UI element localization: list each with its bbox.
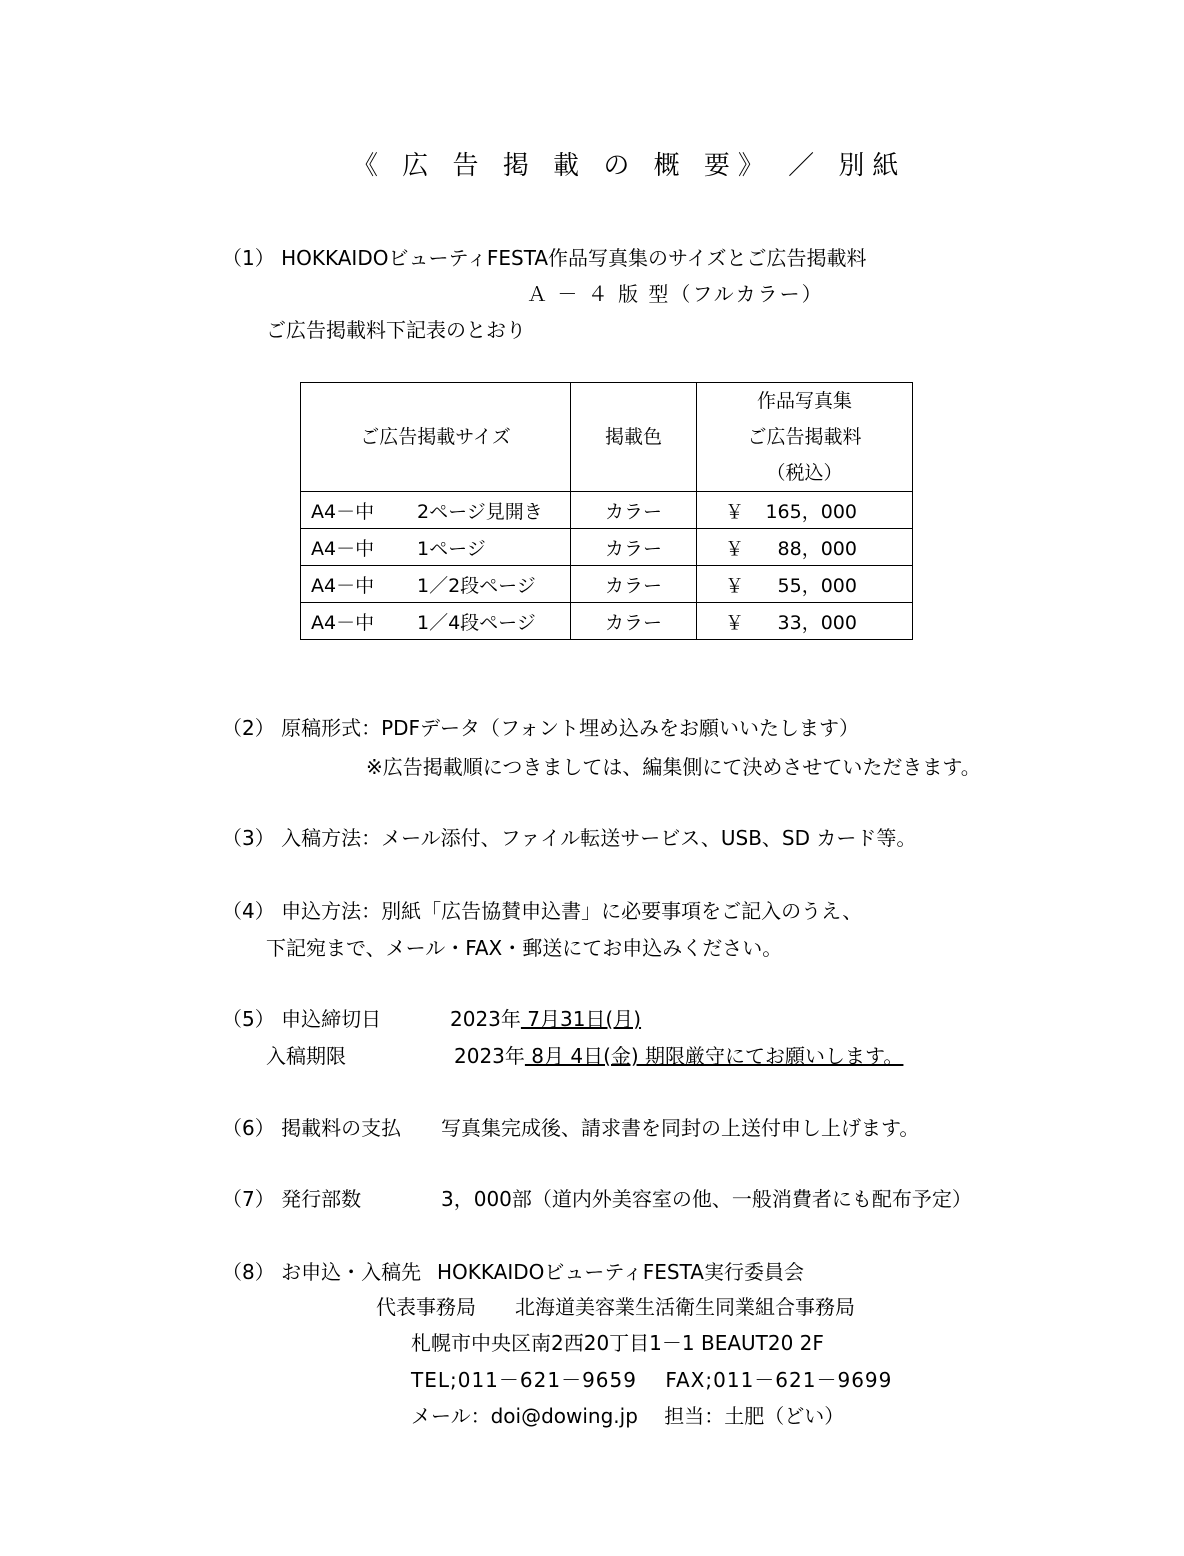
section8-tel-fax: TEL;011－621－9659 FAX;011－621－9699	[411, 1368, 893, 1392]
section8-mail: メール：doi@dowing.jp 担当：土肥（どい）	[411, 1404, 845, 1428]
header-size: ご広告掲載サイズ	[301, 383, 571, 492]
row-size: A4－中 1／4段ページ	[301, 603, 571, 640]
table-row	[301, 566, 913, 603]
section5-deadline: 2023年 7月31日(月)	[450, 1007, 642, 1031]
section5-label2: 入稿期限	[266, 1044, 346, 1068]
table-row	[301, 529, 913, 566]
section7-text: 3，000部（道内外美容室の他、一般消費者にも配布予定）	[441, 1187, 972, 1211]
section8-office-label: 代表事務局	[376, 1295, 476, 1319]
header-fee-line1: 作品写真集	[756, 390, 852, 412]
row-size: A4－中 1ページ	[301, 529, 571, 566]
row-size: A4－中 2ページ見開き	[301, 492, 571, 529]
row-price: ￥ 55，000	[697, 566, 913, 603]
page-title: 《 広 告 掲 載 の 概 要》 ／ 別紙	[352, 151, 907, 181]
section1-note: ご広告掲載料下記表のとおり	[266, 318, 526, 342]
row-color: カラー	[571, 492, 697, 529]
row-price: ￥ 165，000	[697, 492, 913, 529]
header-fee-line2: ご広告掲載料	[747, 426, 862, 448]
section7-label: （7） 発行部数	[222, 1187, 362, 1211]
section3-line1: （3） 入稿方法：メール添付、ファイル転送サービス、USB、SD カード等。	[222, 826, 917, 850]
row-color: カラー	[571, 603, 697, 640]
table-header-row	[301, 383, 913, 492]
section2-line2: ※広告掲載順につきましては、編集側にて決めさせていただきます。	[366, 755, 981, 779]
row-color: カラー	[571, 566, 697, 603]
section8-address: 札幌市中央区南2西20丁目1－1 BEAUT20 2F	[411, 1331, 824, 1355]
section4-line1: （4） 申込方法：別紙「広告協賛申込書」に必要事項をご記入のうえ、	[222, 899, 863, 923]
row-size: A4－中 1／2段ページ	[301, 566, 571, 603]
table-row	[301, 603, 913, 640]
row-price: ￥ 88，000	[697, 529, 913, 566]
section4-line2: 下記宛まで、メール・FAX・郵送にてお申込みください。	[266, 936, 783, 960]
section5-label1: （5） 申込締切日	[222, 1007, 382, 1031]
section8-org: HOKKAIDOビューティFESTA実行委員会	[437, 1260, 804, 1284]
section1-format: Ａ － ４ 版 型（フルカラー）	[527, 282, 824, 306]
table-row	[301, 492, 913, 529]
row-color: カラー	[571, 529, 697, 566]
header-fee-line3: （税込）	[766, 462, 843, 484]
section6-text: 写真集完成後、請求書を同封の上送付申し上げます。	[441, 1116, 920, 1140]
header-fee	[697, 383, 913, 492]
row-price: ￥ 33，000	[697, 603, 913, 640]
section1-heading: （1） HOKKAIDOビューティFESTA作品写真集のサイズとご広告掲載料	[222, 246, 867, 270]
section8-office: 北海道美容業生活衛生同業組合事務局	[515, 1295, 855, 1319]
section6-label: （6） 掲載料の支払	[222, 1116, 402, 1140]
section5-submission: 2023年 8月 4日(金) 期限厳守にてお願いします。	[454, 1044, 904, 1068]
section2-line1: （2） 原稿形式：PDFデータ（フォント埋め込みをお願いいたします）	[222, 716, 860, 740]
ad-fee-table	[300, 382, 913, 640]
section8-label: （8） お申込・入稿先	[222, 1260, 422, 1284]
header-color: 掲載色	[571, 383, 697, 492]
